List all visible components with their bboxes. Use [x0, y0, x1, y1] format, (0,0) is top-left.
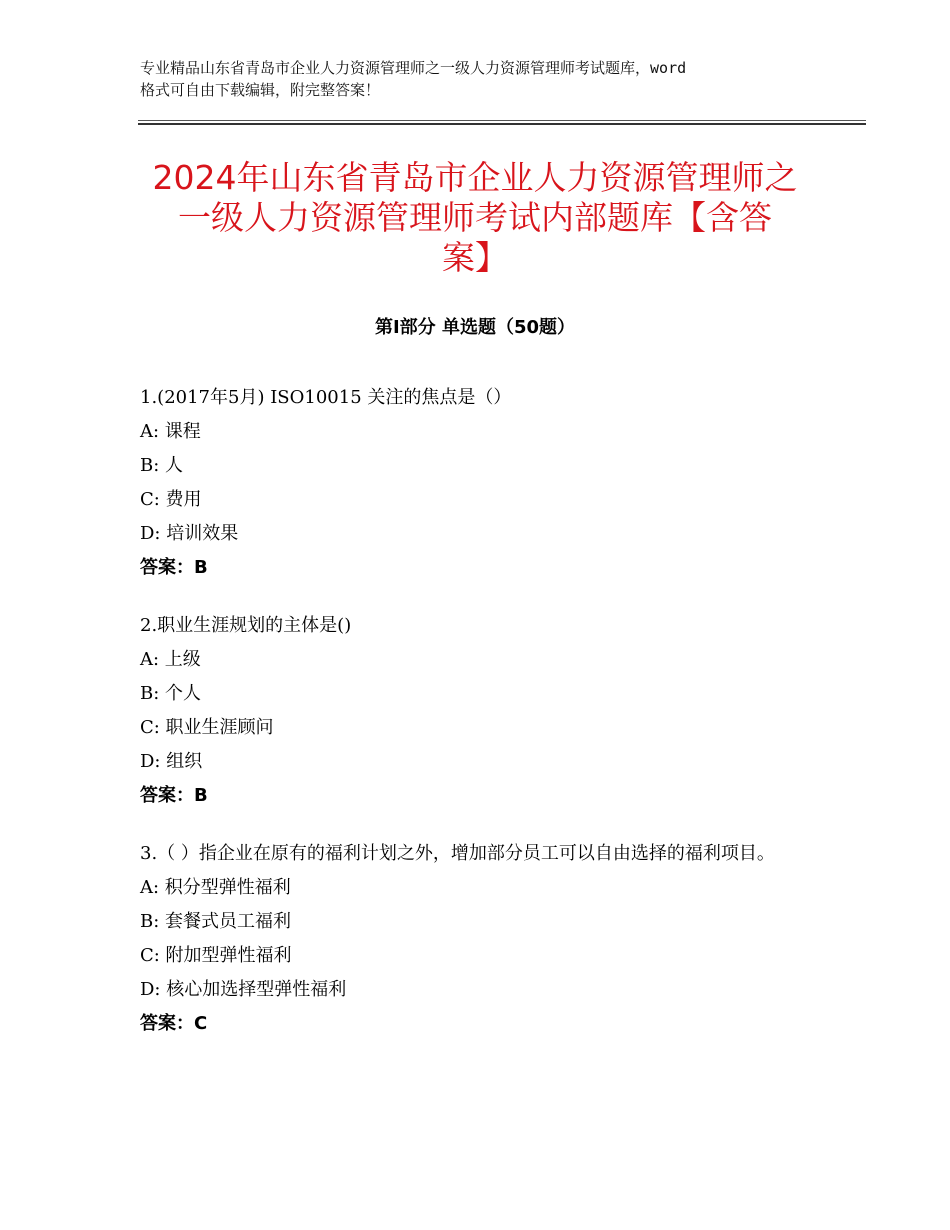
question-2	[140, 609, 820, 813]
header-divider-thick	[138, 123, 866, 125]
document-title-line-1: 2024年山东省青岛市企业人力资源管理师之	[152, 158, 798, 197]
header-note	[140, 57, 840, 101]
question-stem: 2.职业生涯规划的主体是()	[140, 615, 352, 636]
header-note-line-1: 专业精品山东省青岛市企业人力资源管理师之一级人力资源管理师考试题库，word	[140, 59, 687, 77]
question-stem: 3.（ ）指企业在原有的福利计划之外，增加部分员工可以自由选择的福利项目。	[140, 843, 775, 864]
option-a: A: 积分型弹性福利	[140, 877, 291, 898]
option-c: C: 职业生涯顾问	[140, 717, 274, 738]
option-b: B: 套餐式员工福利	[140, 911, 292, 932]
answer-line: 答案：B	[140, 785, 208, 806]
question-3	[140, 837, 820, 1041]
option-d: D: 核心加选择型弹性福利	[140, 979, 347, 1000]
document-title-line-3: 案】	[442, 238, 508, 277]
option-c: C: 附加型弹性福利	[140, 945, 292, 966]
option-a: A: 课程	[140, 421, 201, 442]
section-title: 第Ⅰ部分 单选题（50题）	[374, 317, 575, 338]
answer-line: 答案：B	[140, 557, 208, 578]
option-a: A: 上级	[140, 649, 201, 670]
option-c: C: 费用	[140, 489, 202, 510]
question-1	[140, 381, 820, 585]
header-note-line-2: 格式可自由下载编辑，附完整答案！	[140, 81, 381, 99]
document-title-line-2: 一级人力资源管理师考试内部题库【含答	[178, 198, 772, 237]
option-b: B: 个人	[140, 683, 202, 704]
document-title	[110, 158, 840, 278]
answer-line: 答案：C	[140, 1013, 208, 1034]
question-stem: 1.(2017年5月) ISO10015 关注的焦点是（）	[140, 387, 512, 408]
header-divider-thin	[138, 120, 866, 121]
option-d: D: 组织	[140, 751, 203, 772]
question-list	[140, 381, 820, 1065]
option-b: B: 人	[140, 455, 184, 476]
option-d: D: 培训效果	[140, 523, 239, 544]
